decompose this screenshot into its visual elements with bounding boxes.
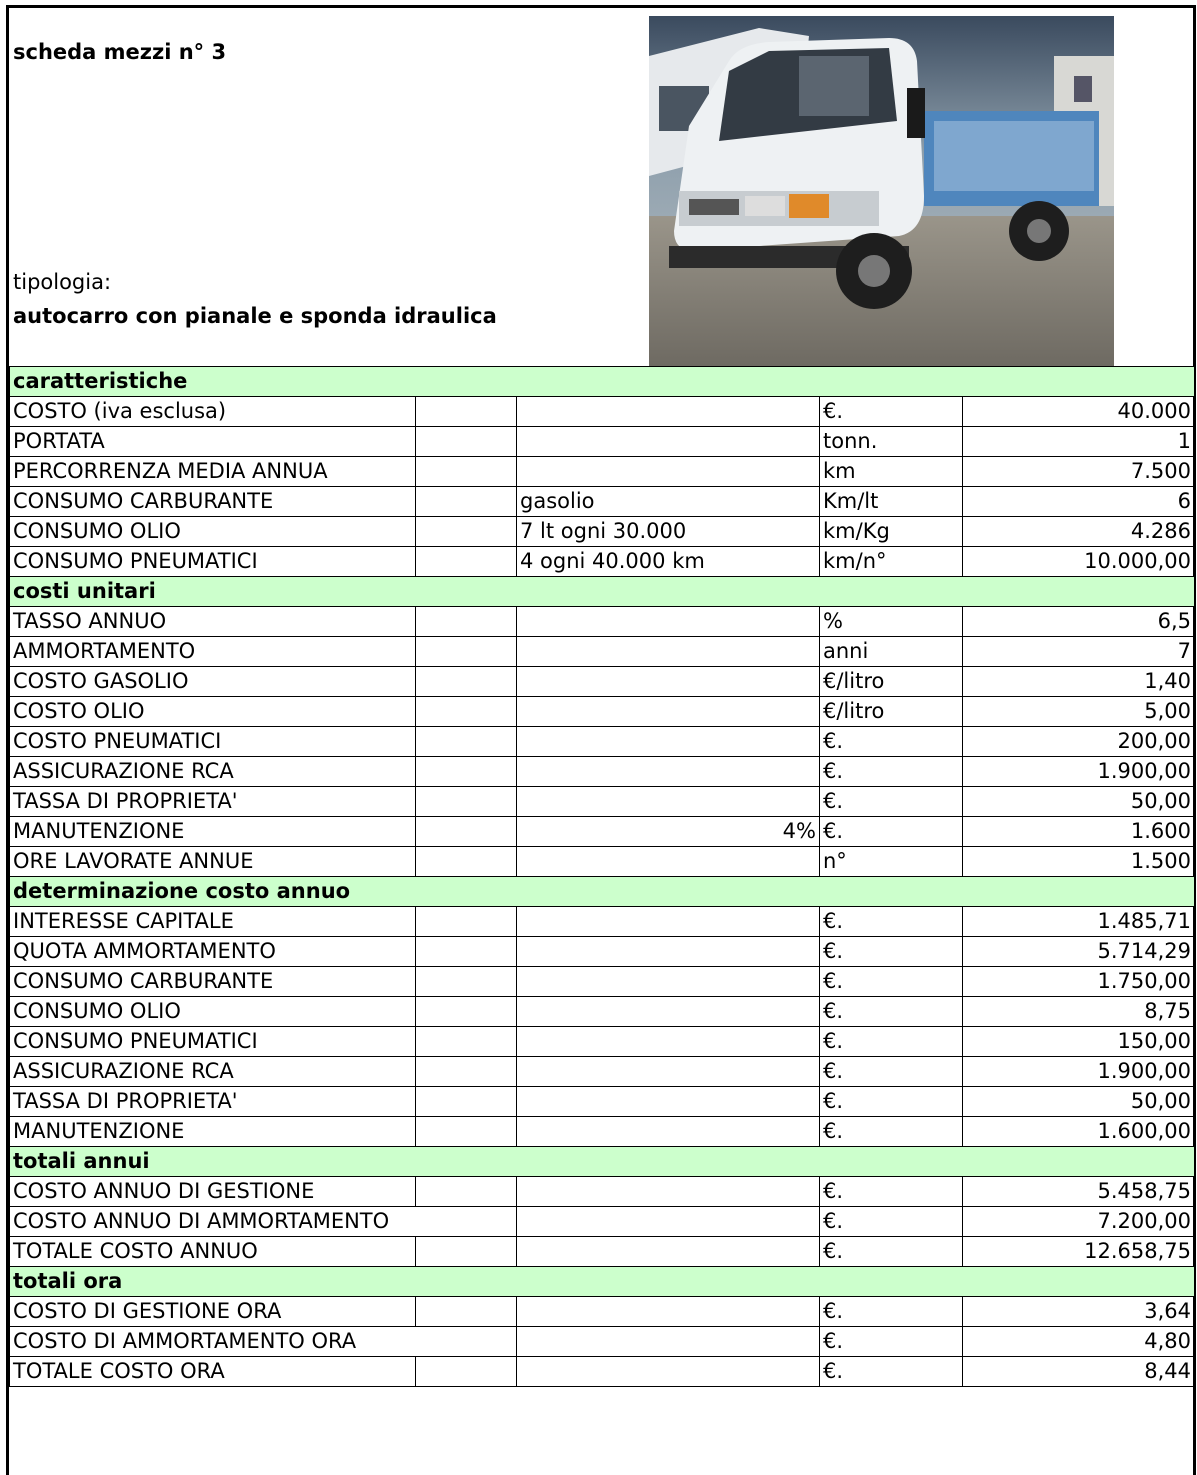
section-header-row	[10, 367, 1195, 397]
row-spacer	[416, 1327, 517, 1357]
row-unit: €.	[820, 1117, 963, 1147]
row-value: 1	[963, 427, 1195, 457]
table-row	[10, 517, 1195, 547]
row-spacer	[416, 667, 517, 697]
row-label: QUOTA AMMORTAMENTO	[10, 937, 416, 967]
row-note	[517, 967, 820, 997]
row-note	[517, 427, 820, 457]
row-note	[517, 1087, 820, 1117]
table-row	[10, 847, 1195, 877]
row-note	[517, 667, 820, 697]
row-value: 5,00	[963, 697, 1195, 727]
table-row	[10, 1237, 1195, 1267]
row-value: 10.000,00	[963, 547, 1195, 577]
row-value: 1.600	[963, 817, 1195, 847]
row-spacer	[416, 1117, 517, 1147]
row-spacer	[416, 487, 517, 517]
row-note	[517, 1237, 820, 1267]
row-unit: km	[820, 457, 963, 487]
row-unit: €.	[820, 727, 963, 757]
row-value: 7.200,00	[963, 1207, 1195, 1237]
cost-table-body	[10, 367, 1195, 1387]
row-note	[517, 1117, 820, 1147]
section-title: determinazione costo annuo	[10, 877, 1195, 907]
row-label: COSTO PNEUMATICI	[10, 727, 416, 757]
row-value: 50,00	[963, 1087, 1195, 1117]
row-spacer	[416, 397, 517, 427]
row-value: 4,80	[963, 1327, 1195, 1357]
section-header-row	[10, 1147, 1195, 1177]
row-value: 200,00	[963, 727, 1195, 757]
row-label: COSTO (iva esclusa)	[10, 397, 416, 427]
row-note	[517, 907, 820, 937]
table-row	[10, 1117, 1195, 1147]
table-row	[10, 667, 1195, 697]
row-label: INTERESSE CAPITALE	[10, 907, 416, 937]
table-row	[10, 1057, 1195, 1087]
table-row	[10, 1327, 1195, 1357]
table-row	[10, 937, 1195, 967]
row-spacer	[416, 757, 517, 787]
row-spacer	[416, 907, 517, 937]
row-unit: €.	[820, 1177, 963, 1207]
row-value: 8,75	[963, 997, 1195, 1027]
table-row	[10, 1357, 1195, 1387]
row-label: ASSICURAZIONE RCA	[10, 757, 416, 787]
row-unit: Km/lt	[820, 487, 963, 517]
row-value: 1.900,00	[963, 757, 1195, 787]
row-label: CONSUMO PNEUMATICI	[10, 547, 416, 577]
row-unit: tonn.	[820, 427, 963, 457]
row-label: COSTO GASOLIO	[10, 667, 416, 697]
row-note	[517, 757, 820, 787]
row-note	[517, 727, 820, 757]
table-row	[10, 697, 1195, 727]
row-value: 5.458,75	[963, 1177, 1195, 1207]
row-spacer	[416, 637, 517, 667]
row-unit: €.	[820, 937, 963, 967]
row-spacer	[416, 847, 517, 877]
row-label: COSTO ANNUO DI GESTIONE	[10, 1177, 416, 1207]
row-value: 50,00	[963, 787, 1195, 817]
row-unit: km/Kg	[820, 517, 963, 547]
row-spacer	[416, 937, 517, 967]
row-label: TASSA DI PROPRIETA'	[10, 787, 416, 817]
table-row	[10, 487, 1195, 517]
row-value: 1.600,00	[963, 1117, 1195, 1147]
table-row	[10, 727, 1195, 757]
row-label: CONSUMO PNEUMATICI	[10, 1027, 416, 1057]
row-spacer	[416, 967, 517, 997]
row-spacer	[416, 997, 517, 1027]
row-note	[517, 937, 820, 967]
table-row	[10, 907, 1195, 937]
row-value: 3,64	[963, 1297, 1195, 1327]
row-value: 1.750,00	[963, 967, 1195, 997]
table-row	[10, 1207, 1195, 1237]
row-note	[517, 697, 820, 727]
row-spacer	[416, 1207, 517, 1237]
row-unit: €.	[820, 907, 963, 937]
cost-table	[9, 366, 1195, 1387]
row-spacer	[416, 1297, 517, 1327]
row-value: 1.485,71	[963, 907, 1195, 937]
row-label: AMMORTAMENTO	[10, 637, 416, 667]
row-label: CONSUMO CARBURANTE	[10, 967, 416, 997]
row-note: 7 lt ogni 30.000	[517, 517, 820, 547]
tipologia-value: autocarro con pianale e sponda idraulica	[13, 304, 497, 328]
row-label: COSTO OLIO	[10, 697, 416, 727]
table-row	[10, 397, 1195, 427]
row-spacer	[416, 427, 517, 457]
row-unit: €.	[820, 1027, 963, 1057]
section-title: costi unitari	[10, 577, 1195, 607]
table-row	[10, 427, 1195, 457]
row-label: CONSUMO OLIO	[10, 997, 416, 1027]
row-label: TASSA DI PROPRIETA'	[10, 1087, 416, 1117]
row-label: TOTALE COSTO ANNUO	[10, 1237, 416, 1267]
row-unit: %	[820, 607, 963, 637]
row-note	[517, 1177, 820, 1207]
row-spacer	[416, 1237, 517, 1267]
table-row	[10, 637, 1195, 667]
table-row	[10, 547, 1195, 577]
row-note: 4%	[517, 817, 820, 847]
row-unit: €/litro	[820, 697, 963, 727]
row-unit: €.	[820, 757, 963, 787]
row-note	[517, 397, 820, 427]
section-header-row	[10, 1267, 1195, 1297]
row-value: 7	[963, 637, 1195, 667]
row-spacer	[416, 607, 517, 637]
row-unit: €.	[820, 1057, 963, 1087]
row-label: ORE LAVORATE ANNUE	[10, 847, 416, 877]
row-note	[517, 457, 820, 487]
row-value: 6	[963, 487, 1195, 517]
row-spacer	[416, 457, 517, 487]
table-row	[10, 1177, 1195, 1207]
row-value: 1,40	[963, 667, 1195, 697]
row-spacer	[416, 1177, 517, 1207]
row-unit: km/n°	[820, 547, 963, 577]
row-value: 12.658,75	[963, 1237, 1195, 1267]
row-spacer	[416, 517, 517, 547]
row-value: 5.714,29	[963, 937, 1195, 967]
row-unit: €.	[820, 817, 963, 847]
row-note	[517, 607, 820, 637]
row-spacer	[416, 697, 517, 727]
row-label: TASSO ANNUO	[10, 607, 416, 637]
row-label: CONSUMO OLIO	[10, 517, 416, 547]
table-row	[10, 967, 1195, 997]
row-unit: €.	[820, 1207, 963, 1237]
row-note	[517, 1057, 820, 1087]
row-value: 40.000	[963, 397, 1195, 427]
row-note: 4 ogni 40.000 km	[517, 547, 820, 577]
row-note: gasolio	[517, 487, 820, 517]
section-title: totali annui	[10, 1147, 1195, 1177]
row-spacer	[416, 1027, 517, 1057]
table-row	[10, 1087, 1195, 1117]
row-unit: €.	[820, 787, 963, 817]
row-spacer	[416, 787, 517, 817]
row-label: PORTATA	[10, 427, 416, 457]
row-note	[517, 787, 820, 817]
row-value: 150,00	[963, 1027, 1195, 1057]
row-value: 7.500	[963, 457, 1195, 487]
table-row	[10, 607, 1195, 637]
row-value: 1.900,00	[963, 1057, 1195, 1087]
row-unit: €.	[820, 1237, 963, 1267]
row-note	[517, 1297, 820, 1327]
row-spacer	[416, 1057, 517, 1087]
sheet-title: scheda mezzi n° 3	[13, 40, 227, 64]
row-label: COSTO DI AMMORTAMENTO ORA	[10, 1327, 416, 1357]
section-title: totali ora	[10, 1267, 1195, 1297]
row-note	[517, 1327, 820, 1357]
row-unit: €.	[820, 967, 963, 997]
row-note	[517, 1027, 820, 1057]
row-spacer	[416, 1087, 517, 1117]
row-label: COSTO ANNUO DI AMMORTAMENTO	[10, 1207, 416, 1237]
row-label: ASSICURAZIONE RCA	[10, 1057, 416, 1087]
row-value: 6,5	[963, 607, 1195, 637]
table-row	[10, 997, 1195, 1027]
row-spacer	[416, 547, 517, 577]
row-note	[517, 997, 820, 1027]
row-spacer	[416, 817, 517, 847]
row-unit: €.	[820, 997, 963, 1027]
tipologia-label: tipologia:	[13, 270, 112, 294]
row-unit: €.	[820, 1087, 963, 1117]
row-value: 8,44	[963, 1357, 1195, 1387]
row-note	[517, 847, 820, 877]
row-label: MANUTENZIONE	[10, 817, 416, 847]
table-row	[10, 1297, 1195, 1327]
table-row	[10, 757, 1195, 787]
row-unit: €.	[820, 1357, 963, 1387]
row-label: COSTO DI GESTIONE ORA	[10, 1297, 416, 1327]
row-label: CONSUMO CARBURANTE	[10, 487, 416, 517]
row-unit: €.	[820, 397, 963, 427]
table-row	[10, 817, 1195, 847]
row-unit: €/litro	[820, 667, 963, 697]
section-title: caratteristiche	[10, 367, 1195, 397]
table-row	[10, 457, 1195, 487]
section-header-row	[10, 577, 1195, 607]
row-note	[517, 1207, 820, 1237]
table-row	[10, 1027, 1195, 1057]
row-label: PERCORRENZA MEDIA ANNUA	[10, 457, 416, 487]
row-value: 4.286	[963, 517, 1195, 547]
row-label: TOTALE COSTO ORA	[10, 1357, 416, 1387]
row-unit: n°	[820, 847, 963, 877]
table-row	[10, 787, 1195, 817]
row-note	[517, 1357, 820, 1387]
row-unit: €.	[820, 1297, 963, 1327]
section-header-row	[10, 877, 1195, 907]
row-label: MANUTENZIONE	[10, 1117, 416, 1147]
row-spacer	[416, 1357, 517, 1387]
truck-photo	[649, 16, 1114, 366]
row-value: 1.500	[963, 847, 1195, 877]
row-note	[517, 637, 820, 667]
row-unit: €.	[820, 1327, 963, 1357]
row-spacer	[416, 727, 517, 757]
row-unit: anni	[820, 637, 963, 667]
